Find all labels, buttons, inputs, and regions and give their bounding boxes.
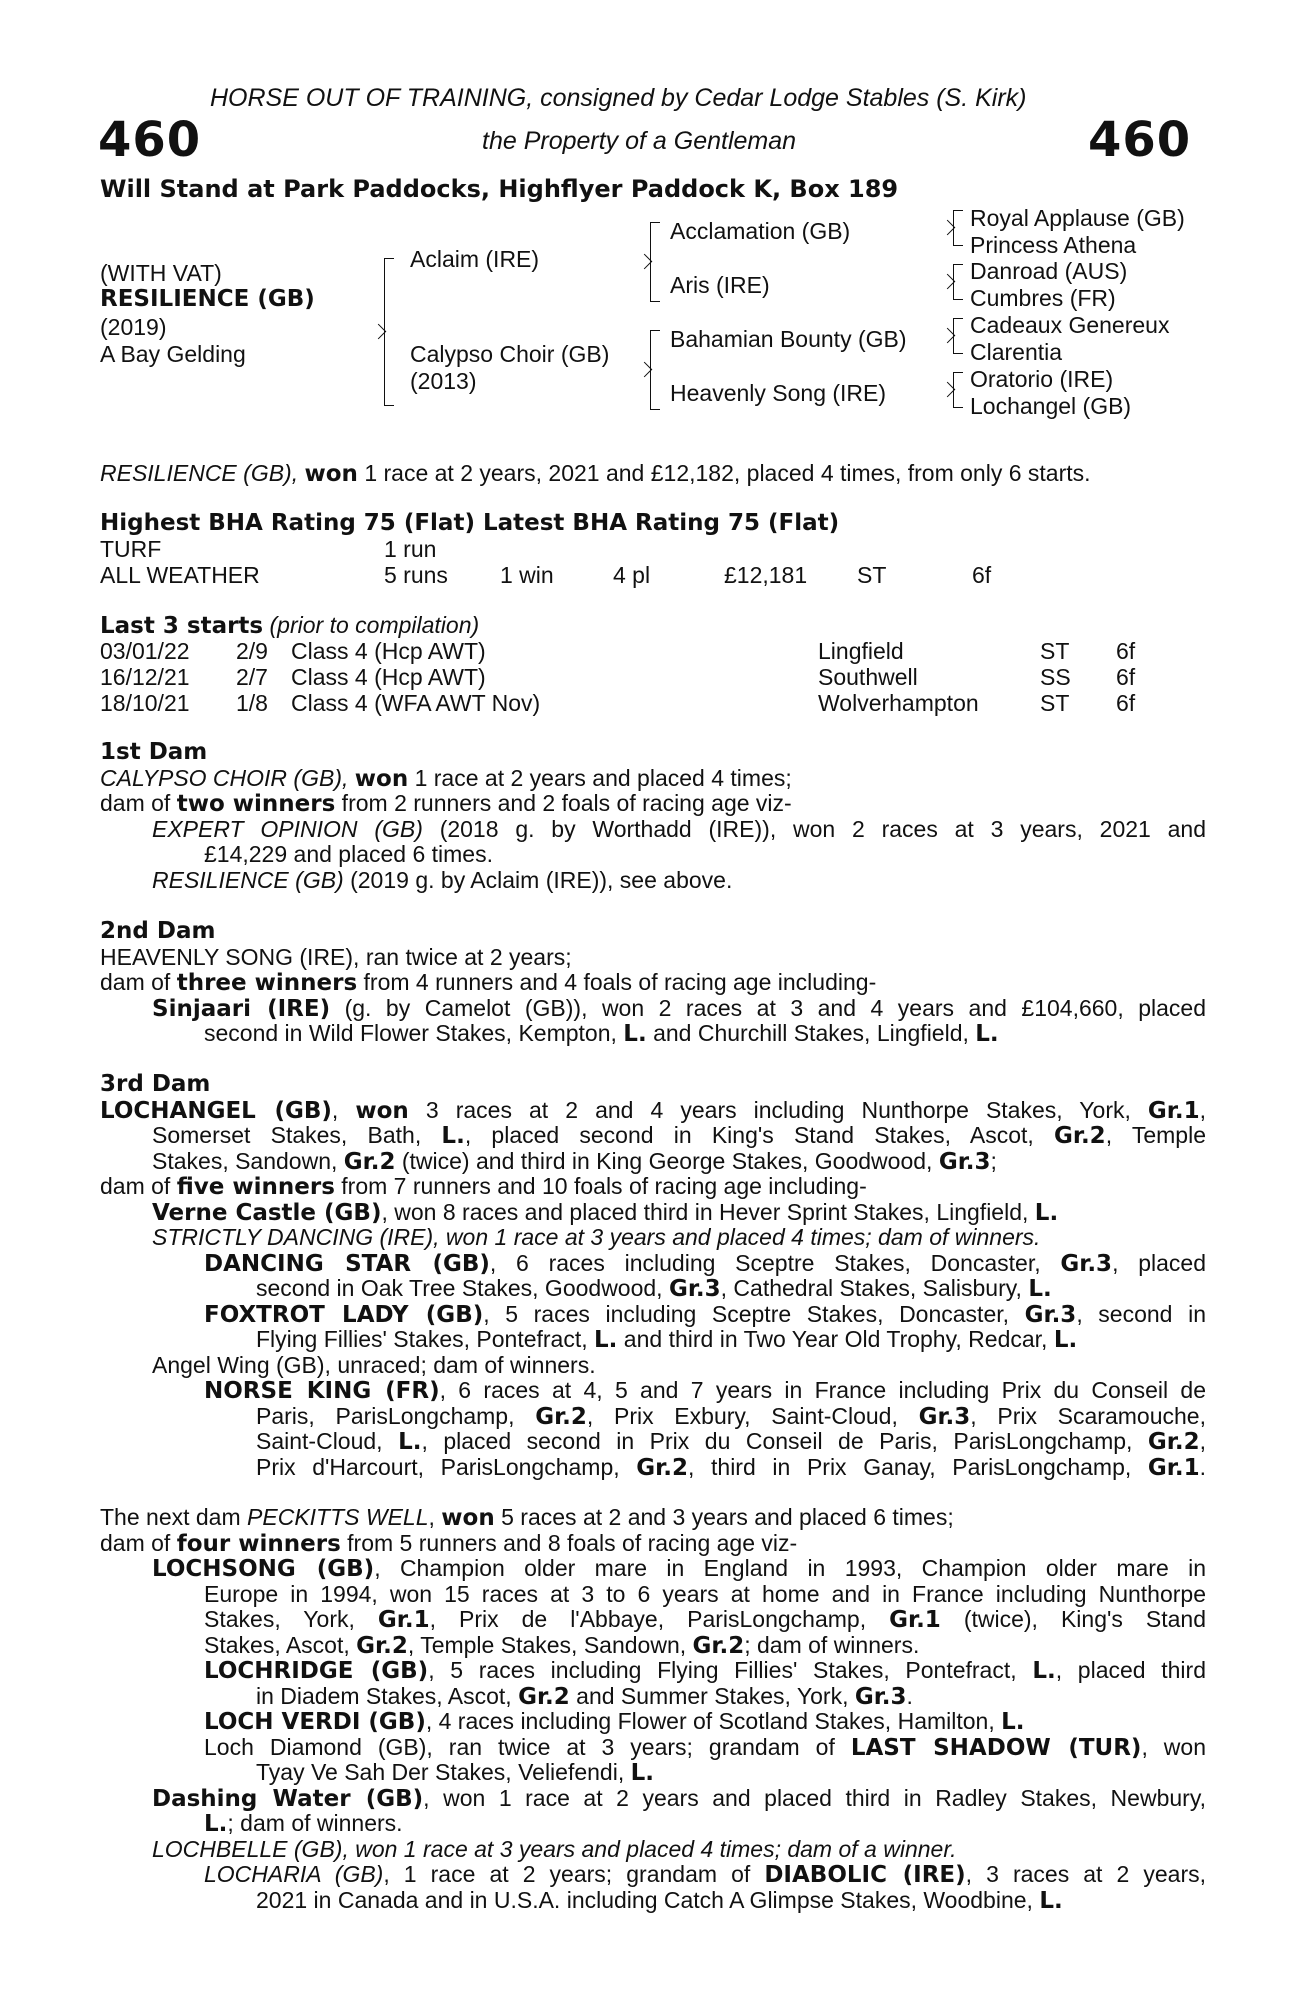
next-dam-line: LOCH VERDI (GB), 4 races including Flower of Scotland Stakes, Hamilton, L. [204, 1708, 1025, 1735]
dam-year: (2013) [410, 368, 477, 394]
last-starts-title: Last 3 starts [100, 613, 264, 639]
start-course: Southwell [818, 664, 918, 690]
pedigree-brace-main [384, 258, 397, 406]
third-dam-line: STRICTLY DANCING (IRE), won 1 race at 3 years and placed 4 times; dam of winners. [152, 1224, 1041, 1250]
first-dam-line: £14,229 and placed 6 times. [204, 841, 493, 867]
start-date: 18/10/21 [100, 690, 190, 716]
first-dam-line: RESILIENCE (GB) (2019 g. by Aclaim (IRE)), see above. [152, 866, 733, 893]
rating-going: ST [857, 562, 887, 588]
first-dam-line: CALYPSO CHOIR (GB), won 1 race at 2 years and placed 4 times; [100, 764, 792, 792]
summary-name: RESILIENCE (GB) [100, 460, 292, 486]
bha-rating: Highest BHA Rating 75 (Flat) Latest BHA Rating 75 (Flat) [100, 510, 840, 536]
pedigree-brace-sd [953, 264, 964, 300]
start-date: 03/01/22 [100, 638, 190, 664]
rating-surface: TURF [100, 536, 162, 562]
start-going: SS [1040, 664, 1071, 690]
start-position: 2/9 [236, 638, 268, 664]
start-distance: 6f [1116, 690, 1136, 716]
summary-won: won [304, 461, 358, 487]
third-dam-line: dam of five winners from 7 runners and 10 foals of racing age including- [100, 1173, 867, 1200]
third-dam-line: NORSE KING (FR), 6 races at 4, 5 and 7 years in France including Prix du Conseil de [204, 1377, 1207, 1404]
third-dam-line: FOXTROT LADY (GB), 5 races including Sceptre Stakes, Doncaster, Gr.3, second in [204, 1300, 1206, 1328]
start-race: Class 4 (Hcp AWT) [291, 664, 486, 690]
second-dam-line: second in Wild Flower Stakes, Kempton, L. and Churchill Stakes, Lingfield, L. [204, 1020, 999, 1047]
rating-runs: 5 runs [384, 562, 448, 588]
start-race: Class 4 (WFA AWT Nov) [291, 690, 541, 716]
next-dam-line: Dashing Water (GB), won 1 race at 2 years and placed third in Radley Stakes, Newbury, [152, 1784, 1206, 1812]
dam: Calypso Choir (GB) [410, 341, 610, 367]
second-dam-section [100, 918, 1206, 1047]
first-dam-line: dam of two winners from 2 runners and 2 foals of racing age viz- [100, 790, 792, 817]
third-dam-line: DANCING STAR (GB), 6 races including Sceptre Stakes, Doncaster, Gr.3, placed [204, 1249, 1206, 1277]
start-date: 16/12/21 [100, 664, 190, 690]
rating-runs: 1 run [384, 536, 437, 562]
sire-dam-sire: Danroad (AUS) [970, 258, 1128, 284]
sire-dam-dam: Cumbres (FR) [970, 285, 1116, 311]
third-dam-section [100, 1072, 1206, 1492]
dam-dam: Heavenly Song (IRE) [670, 380, 887, 406]
start-distance: 6f [1116, 664, 1136, 690]
third-dam-line: LOCHANGEL (GB), won 3 races at 2 and 4 years including Nunthorpe Stakes, York, Gr.1, [100, 1096, 1206, 1124]
rating-placed: 4 pl [613, 562, 651, 588]
rating-distance: 6f [972, 562, 992, 588]
race-summary: RESILIENCE (GB), won 1 race at 2 years, 2021 and £12,182, placed 4 times, from only 6 starts. [100, 460, 1091, 487]
next-dam-section [100, 1505, 1206, 1925]
sire-sire-dam: Princess Athena [970, 232, 1137, 258]
start-position: 1/8 [236, 690, 268, 716]
third-dam-line: Somerset Stakes, Bath, L., placed second in King's Stand Stakes, Ascot, Gr.2, Temple [152, 1122, 1206, 1149]
start-distance: 6f [1116, 638, 1136, 664]
next-dam-line: The next dam PECKITTS WELL, won 5 races at 2 and 3 years and placed 6 times; [100, 1504, 954, 1531]
third-dam-line: Flying Fillies' Stakes, Pontefract, L. and third in Two Year Old Trophy, Redcar, L. [256, 1326, 1078, 1353]
next-dam-line: 2021 in Canada and in U.S.A. including Catch A Glimpse Stakes, Woodbine, L. [256, 1886, 1063, 1914]
page-title: HORSE OUT OF TRAINING, consigned by Cedar Lodge Stables (S. Kirk) [210, 84, 1027, 112]
rating-surface: ALL WEATHER [100, 562, 260, 588]
pedigree-brace-dam [650, 330, 663, 410]
first-dam-heading: 1st Dam [100, 739, 208, 765]
last-starts-heading [100, 612, 479, 639]
start-going: ST [1040, 638, 1070, 664]
horse-description: A Bay Gelding [100, 341, 246, 367]
last-starts-note: (prior to compilation) [263, 612, 480, 638]
next-dam-line: Loch Diamond (GB), ran twice at 3 years; grandam of LAST SHADOW (TUR), won [204, 1733, 1206, 1761]
sire-sire-sire: Royal Applause (GB) [970, 205, 1185, 231]
start-going: ST [1040, 690, 1070, 716]
first-dam-section [100, 740, 1206, 900]
sire-dam: Aris (IRE) [670, 272, 770, 298]
next-dam-line: L.; dam of winners. [204, 1810, 403, 1837]
dam-dam-dam: Lochangel (GB) [970, 393, 1132, 419]
third-dam-heading: 3rd Dam [100, 1071, 211, 1097]
next-dam-line: LOCHBELLE (GB), won 1 race at 3 years and placed 4 times; dam of a winner. [152, 1835, 957, 1862]
second-dam-line: dam of three winners from 4 runners and 4 foals of racing age including- [100, 969, 877, 996]
next-dam-line: dam of four winners from 5 runners and 8 foals of racing age viz- [100, 1529, 798, 1557]
second-dam-line: Sinjaari (IRE) (g. by Camelot (GB)), won 2 races at 3 and 4 years and £104,660, placed [152, 994, 1206, 1022]
pedigree-brace-ss [953, 210, 964, 246]
pedigree-brace-sire [650, 222, 663, 302]
dam-sire-dam: Clarentia [970, 339, 1063, 365]
rating-wins: 1 win [500, 562, 554, 588]
dam-sire: Bahamian Bounty (GB) [670, 326, 907, 352]
vat-note: (WITH VAT) [100, 260, 222, 286]
start-course: Lingfield [818, 638, 904, 664]
third-dam-line: Angel Wing (GB), unraced; dam of winners. [152, 1351, 596, 1378]
sire: Aclaim (IRE) [410, 246, 540, 272]
sire-sire: Acclamation (GB) [670, 218, 851, 244]
pedigree-brace-ds [953, 318, 964, 354]
lot-number-left: 460 [98, 112, 202, 168]
third-dam-line: Verne Castle (GB), won 8 races and placed third in Hever Sprint Stakes, Lingfield, L. [152, 1198, 1059, 1226]
next-dam-line: LOCHRIDGE (GB), 5 races including Flying Fillies' Stakes, Pontefract, L., placed third [204, 1657, 1206, 1684]
third-dam-line: Stakes, Sandown, Gr.2 (twice) and third in King George Stakes, Goodwood, Gr.3; [152, 1147, 997, 1175]
page-subtitle: the Property of a Gentleman [482, 127, 797, 155]
next-dam-line: Tyay Ve Sah Der Stakes, Veliefendi, L. [256, 1759, 655, 1786]
next-dam-line: Stakes, York, Gr.1, Prix de l'Abbaye, ParisLongchamp, Gr.1 (twice), King's Stand [204, 1606, 1206, 1633]
next-dam-line: LOCHSONG (GB), Champion older mare in England in 1993, Champion older mare in [152, 1555, 1206, 1582]
next-dam-line: in Diadem Stakes, Ascot, Gr.2 and Summer Stakes, York, Gr.3. [256, 1682, 913, 1710]
dam-sire-sire: Cadeaux Genereux [970, 312, 1170, 338]
start-position: 2/7 [236, 664, 268, 690]
second-dam-heading: 2nd Dam [100, 918, 216, 944]
summary-rest: 1 race at 2 years, 2021 and £12,182, placed 4 times, from only 6 starts. [357, 460, 1091, 486]
rating-prize: £12,181 [724, 562, 808, 588]
dam-dam-sire: Oratorio (IRE) [970, 366, 1114, 392]
first-dam-line: EXPERT OPINION (GB) (2018 g. by Worthadd (IRE)), won 2 races at 3 years, 2021 and [152, 815, 1206, 842]
third-dam-line: Prix d'Harcourt, ParisLongchamp, Gr.2, third in Prix Ganay, ParisLongchamp, Gr.1. [256, 1453, 1206, 1481]
start-course: Wolverhampton [818, 690, 979, 716]
third-dam-line: Saint-Cloud, L., placed second in Prix du Conseil de Paris, ParisLongchamp, Gr.2, [256, 1428, 1206, 1455]
lot-number-right: 460 [1088, 112, 1192, 168]
third-dam-line: Paris, ParisLongchamp, Gr.2, Prix Exbury, Saint-Cloud, Gr.3, Prix Scaramouche, [256, 1402, 1206, 1430]
pedigree-brace-dd [953, 372, 964, 408]
next-dam-line: Stakes, Ascot, Gr.2, Temple Stakes, Sandown, Gr.2; dam of winners. [204, 1631, 920, 1659]
second-dam-line: HEAVENLY SONG (IRE), ran twice at 2 years; [100, 943, 572, 970]
third-dam-line: second in Oak Tree Stakes, Goodwood, Gr.3, Cathedral Stakes, Salisbury, L. [256, 1275, 1052, 1302]
next-dam-line: Europe in 1994, won 15 races at 3 to 6 years at home and in France including Nunthorpe [204, 1580, 1206, 1607]
horse-name: RESILIENCE (GB) [100, 286, 315, 312]
next-dam-line: LOCHARIA (GB), 1 race at 2 years; grandam of DIABOLIC (IRE), 3 races at 2 years, [204, 1861, 1207, 1888]
horse-year: (2019) [100, 314, 167, 340]
start-race: Class 4 (Hcp AWT) [291, 638, 486, 664]
stand-location: Will Stand at Park Paddocks, Highflyer Paddock K, Box 189 [100, 175, 899, 203]
